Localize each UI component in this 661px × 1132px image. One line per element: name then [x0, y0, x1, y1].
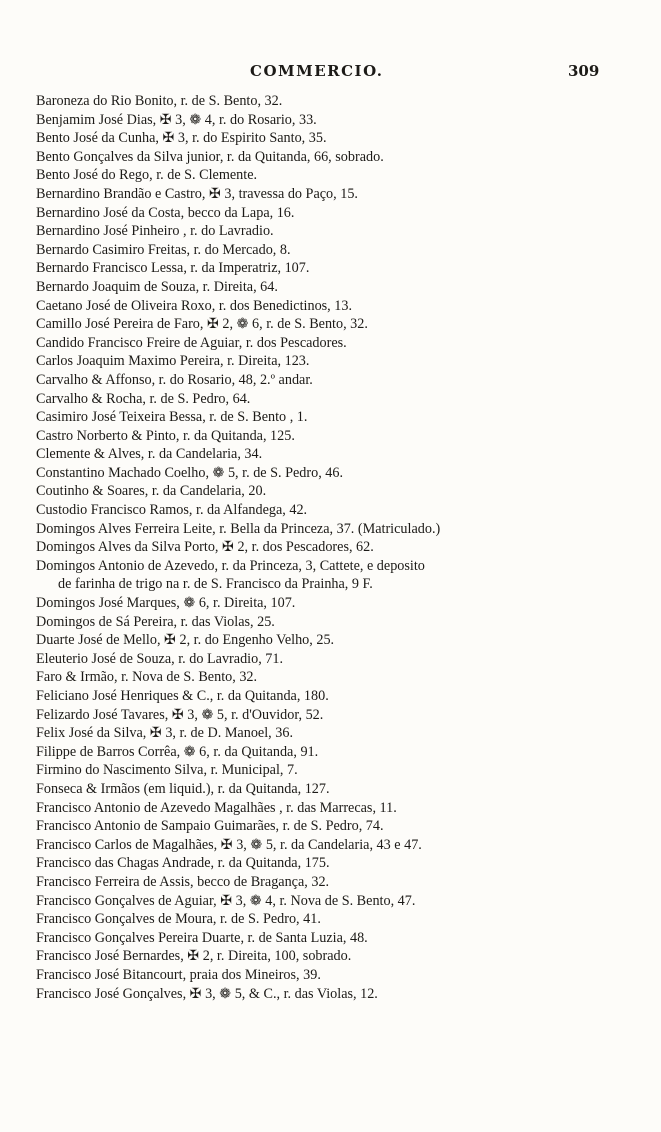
- directory-entry: Felizardo José Tavares, ✠ 3, ❁ 5, r. d'Ouvidor, 52.: [36, 706, 324, 723]
- directory-entry: Carvalho & Rocha, r. de S. Pedro, 64.: [36, 390, 251, 407]
- directory-entry: Bernardo Francisco Lessa, r. da Imperatriz, 107.: [36, 260, 310, 277]
- directory-entry: Francisco José Gonçalves, ✠ 3, ❁ 5, & C., r. das Violas, 12.: [36, 985, 378, 1002]
- directory-entry: Francisco Carlos de Magalhães, ✠ 3, ❁ 5, r. da Candelaria, 43 e 47.: [36, 836, 422, 853]
- directory-entry: Bernardo Casimiro Freitas, r. do Mercado, 8.: [36, 241, 291, 258]
- directory-entry: Francisco José Bernardes, ✠ 2, r. Direita, 100, sobrado.: [36, 948, 352, 965]
- directory-entry: Domingos Alves Ferreira Leite, r. Bella da Princeza, 37. (Matriculado.): [36, 520, 441, 537]
- directory-entry: Bento Gonçalves da Silva junior, r. da Quitanda, 66, sobrado.: [36, 148, 384, 165]
- directory-entry: Filippe de Barros Corrêa, ❁ 6, r. da Quitanda, 91.: [36, 743, 319, 760]
- running-title: COMMERCIO.: [250, 62, 384, 80]
- directory-entry: Baroneza do Rio Bonito, r. de S. Bento, 32.: [36, 93, 283, 109]
- directory-entries: [36, 92, 641, 1003]
- directory-entry: Bento José do Rego, r. de S. Clemente.: [36, 167, 258, 184]
- directory-entry-continuation: de farinha de trigo na r. de S. Francisco da Prainha, 9 F.: [58, 576, 373, 593]
- directory-entry: Duarte José de Mello, ✠ 2, r. do Engenho Velho, 25.: [36, 632, 335, 649]
- directory-entry: Domingos Alves da Silva Porto, ✠ 2, r. dos Pescadores, 62.: [36, 539, 374, 556]
- directory-entry: Feliciano José Henriques & C., r. da Quitanda, 180.: [36, 688, 329, 704]
- directory-entry: Caetano José de Oliveira Roxo, r. dos Benedictinos, 13.: [36, 297, 353, 314]
- directory-entry: Casimiro José Teixeira Bessa, r. de S. Bento , 1.: [36, 409, 308, 426]
- directory-entry: Benjamim José Dias, ✠ 3, ❁ 4, r. do Rosario, 33.: [36, 111, 317, 128]
- directory-entry: Domingos Antonio de Azevedo, r. da Princeza, 3, Cattete, e deposito: [36, 557, 425, 574]
- directory-entry: Fonseca & Irmãos (em liquid.), r. da Quitanda, 127.: [36, 780, 330, 797]
- directory-entry: Felix José da Silva, ✠ 3, r. de D. Manoel, 36.: [36, 725, 293, 742]
- directory-entry: Camillo José Pereira de Faro, ✠ 2, ❁ 6, r. de S. Bento, 32.: [36, 316, 368, 333]
- directory-entry: Bernardino José Pinheiro , r. do Lavradio.: [36, 223, 274, 240]
- directory-entry: Constantino Machado Coelho, ❁ 5, r. de S. Pedro, 46.: [36, 464, 344, 481]
- directory-entry: Carvalho & Affonso, r. do Rosario, 48, 2.º andar.: [36, 371, 313, 388]
- page-number: 309: [568, 62, 600, 80]
- directory-entry: Francisco Ferreira de Assis, becco de Bragança, 32.: [36, 873, 330, 890]
- directory-entry: Coutinho & Soares, r. da Candelaria, 20.: [36, 483, 267, 500]
- directory-entry: Candido Francisco Freire de Aguiar, r. dos Pescadores.: [36, 334, 347, 351]
- directory-entry: Faro & Irmão, r. Nova de S. Bento, 32.: [36, 669, 258, 686]
- directory-entry: Francisco Gonçalves de Aguiar, ✠ 3, ❁ 4, r. Nova de S. Bento, 47.: [36, 892, 416, 909]
- directory-entry: Clemente & Alves, r. da Candelaria, 34.: [36, 446, 263, 463]
- directory-entry: Francisco Gonçalves de Moura, r. de S. Pedro, 41.: [36, 911, 321, 928]
- directory-entry: Domingos José Marques, ❁ 6, r. Direita, 107.: [36, 595, 296, 612]
- directory-entry: Custodio Francisco Ramos, r. da Alfandega, 42.: [36, 502, 308, 519]
- directory-entry: Francisco Antonio de Sampaio Guimarães, r. de S. Pedro, 74.: [36, 818, 384, 835]
- directory-entry: Bernardo Joaquim de Souza, r. Direita, 64.: [36, 278, 278, 295]
- running-head: [0, 62, 661, 84]
- directory-entry: Bernardino José da Costa, becco da Lapa, 16.: [36, 204, 295, 221]
- directory-entry: Francisco José Bitancourt, praia dos Mineiros, 39.: [36, 966, 321, 983]
- directory-entry: Bento José da Cunha, ✠ 3, r. do Espirito Santo, 35.: [36, 130, 327, 147]
- directory-entry: Eleuterio José de Souza, r. do Lavradio, 71.: [36, 650, 284, 667]
- directory-entry: Castro Norberto & Pinto, r. da Quitanda, 125.: [36, 427, 295, 444]
- directory-entry: Bernardino Brandão e Castro, ✠ 3, travessa do Paço, 15.: [36, 185, 358, 202]
- directory-entry: Firmino do Nascimento Silva, r. Municipal, 7.: [36, 762, 298, 779]
- directory-entry: Carlos Joaquim Maximo Pereira, r. Direita, 123.: [36, 353, 310, 370]
- directory-entry: Francisco das Chagas Andrade, r. da Quitanda, 175.: [36, 855, 330, 872]
- directory-entry: Domingos de Sá Pereira, r. das Violas, 25.: [36, 613, 275, 630]
- directory-entry: Francisco Antonio de Azevedo Magalhães , r. das Marrecas, 11.: [36, 799, 397, 816]
- directory-entry: Francisco Gonçalves Pereira Duarte, r. de Santa Luzia, 48.: [36, 929, 368, 946]
